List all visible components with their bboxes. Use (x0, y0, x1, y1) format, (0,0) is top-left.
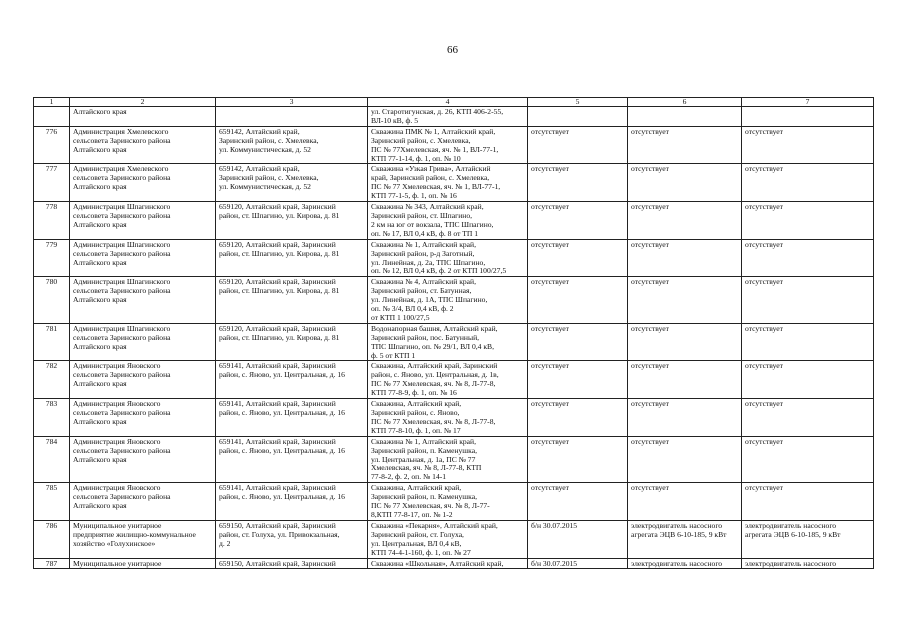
column-6-cell: отсутствует (628, 239, 742, 277)
object-cell: Скважина, Алтайский край, Заринский район, с. Яново, ул. Центральная, д. 1в, ПС № 77 Хмелевская, яч. № 8, Л-77-8, КТП 77-8-9, ф. 1, оп. № 16 (368, 361, 528, 399)
column-6-cell: отсутствует (628, 483, 742, 521)
column-5-cell: отсутствует (528, 202, 628, 240)
address-cell: 659120, Алтайский край, Заринский район, ст. Шпагино, ул. Кирова, д. 81 (216, 239, 368, 277)
address-cell: 659120, Алтайский край, Заринский район, ст. Шпагино, ул. Кирова, д. 81 (216, 277, 368, 324)
column-header: 6 (628, 98, 742, 107)
row-number-cell: 779 (34, 239, 70, 277)
object-cell: Скважина, Алтайский край, Заринский район, п. Каменушка, ПС № 77 Хмелевская, яч. № 8, Л-77- 8,КТП 77-8-17, оп. № 1-2 (368, 483, 528, 521)
column-5-cell: отсутствует (528, 436, 628, 483)
column-7-cell: отсутствует (742, 126, 874, 164)
column-5-cell: отсутствует (528, 483, 628, 521)
column-7-cell: отсутствует (742, 361, 874, 399)
object-cell: Скважина № 343, Алтайский край, Заринский район, ст. Шпагино, 2 км на юг от вокзала, ТПС Шпагино, оп. № 17, ВЛ 0,4 кВ, ф. 8 от ТП 1 (368, 202, 528, 240)
page-number: 66 (447, 44, 458, 56)
column-6-cell: отсутствует (628, 361, 742, 399)
column-7-cell: отсутствует (742, 436, 874, 483)
address-cell: 659141, Алтайский край, Заринский район, с. Яново, ул. Центральная, д. 16 (216, 436, 368, 483)
column-header: 4 (368, 98, 528, 107)
table-row (34, 361, 874, 399)
column-7-cell: отсутствует (742, 323, 874, 361)
registry-table (33, 97, 874, 569)
table-row (34, 323, 874, 361)
address-cell (216, 107, 368, 127)
table-row (34, 107, 874, 127)
row-number-cell: 776 (34, 126, 70, 164)
column-6-cell: отсутствует (628, 323, 742, 361)
column-7-cell (742, 107, 874, 127)
address-cell: 659141, Алтайский край, Заринский район, с. Яново, ул. Центральная, д. 16 (216, 483, 368, 521)
column-7-cell: отсутствует (742, 239, 874, 277)
object-cell: Скважина «Школьная», Алтайский край, (368, 558, 528, 569)
owner-cell: Алтайского края (70, 107, 216, 127)
column-5-cell: отсутствует (528, 164, 628, 202)
column-header: 2 (70, 98, 216, 107)
column-7-cell: электродвигатель насосного (742, 558, 874, 569)
column-7-cell: отсутствует (742, 399, 874, 437)
column-6-cell: отсутствует (628, 277, 742, 324)
column-5-cell: отсутствует (528, 323, 628, 361)
column-5-cell: отсутствует (528, 126, 628, 164)
row-number-cell: 777 (34, 164, 70, 202)
object-cell: Скважина, Алтайский край, Заринский район, с. Яново, ПС № 77 Хмелевская, яч. № 8, Л-77-8, КТП 77-8-10, ф. 1, оп. № 17 (368, 399, 528, 437)
table-row (34, 126, 874, 164)
address-cell: 659141, Алтайский край, Заринский район, с. Яново, ул. Центральная, д. 16 (216, 361, 368, 399)
column-6-cell: электродвигатель насосного (628, 558, 742, 569)
object-cell: Скважина ПМК № 1, Алтайский край, Заринский район, с. Хмелевка, ПС № 77Хмелевская, яч. № 1, ВЛ-77-1, КТП 77-1-14, ф. 1, оп. № 10 (368, 126, 528, 164)
row-number-cell: 778 (34, 202, 70, 240)
column-6-cell: отсутствует (628, 202, 742, 240)
column-6-cell: отсутствует (628, 164, 742, 202)
object-cell: Скважина «Пекарня», Алтайский край, Заринский район, ст. Голуха, ул. Центральная, ВЛ 0,4 кВ, КТП 74-4-1-160, ф. 1, оп. № 27 (368, 520, 528, 558)
address-cell: 659141, Алтайский край, Заринский район, с. Яново, ул. Центральная, д. 16 (216, 399, 368, 437)
column-header: 5 (528, 98, 628, 107)
object-cell: Водонапорная башня, Алтайский край, Заринский район, пос. Батунный, ТПС Шпагино, оп. № 29/1, ВЛ 0,4 кВ, ф. 5 от КТП 1 (368, 323, 528, 361)
owner-cell: Администрация Яновского сельсовета Заринского района Алтайского края (70, 361, 216, 399)
column-5-cell (528, 107, 628, 127)
row-number-cell: 787 (34, 558, 70, 569)
address-cell: 659120, Алтайский край, Заринский район, ст. Шпагино, ул. Кирова, д. 81 (216, 323, 368, 361)
owner-cell: Администрация Хмелевского сельсовета Заринского района Алтайского края (70, 164, 216, 202)
row-number-cell: 786 (34, 520, 70, 558)
column-7-cell: отсутствует (742, 202, 874, 240)
table-row (34, 399, 874, 437)
table-row (34, 436, 874, 483)
column-5-cell: отсутствует (528, 399, 628, 437)
column-6-cell: электродвигатель насосного агрегата ЭЦВ 6-10-185, 9 кВт (628, 520, 742, 558)
row-number-cell: 780 (34, 277, 70, 324)
column-header: 3 (216, 98, 368, 107)
table-row (34, 239, 874, 277)
column-6-cell (628, 107, 742, 127)
object-cell: Скважина «Узкая Грива», Алтайский край, Заринский район, с. Хмелевка, ПС № 77 Хмелевская, яч. № 1, ВЛ-77-1, КТП 77-1-5, ф. 1, оп. № 16 (368, 164, 528, 202)
column-5-cell: отсутствует (528, 277, 628, 324)
object-cell: ул. Старотигунская, д. 26, КТП 406-2-55, ВЛ-10 кВ, ф. 5 (368, 107, 528, 127)
owner-cell: Администрация Шпагинского сельсовета Заринского района Алтайского края (70, 277, 216, 324)
column-6-cell: отсутствует (628, 436, 742, 483)
address-cell: 659150, Алтайский край, Заринский район, ст. Голуха, ул. Привокзальная, д. 2 (216, 520, 368, 558)
row-number-cell: 784 (34, 436, 70, 483)
table-row (34, 520, 874, 558)
address-cell: 659142, Алтайский край, Заринский район, с. Хмелевка, ул. Коммунистическая, д. 52 (216, 164, 368, 202)
address-cell: 659142, Алтайский край, Заринский район, с. Хмелевка, ул. Коммунистическая, д. 52 (216, 126, 368, 164)
column-7-cell: отсутствует (742, 483, 874, 521)
table-row (34, 164, 874, 202)
object-cell: Скважина № 1, Алтайский край, Заринский район, п. Каменушка, ул. Центральная, д. 1а, ПС № 77 Хмелевская, яч. № 8, Л-77-8, КТП 77-8-2, ф. 2, оп. № 14-1 (368, 436, 528, 483)
owner-cell: Администрация Шпагинского сельсовета Заринского района Алтайского края (70, 323, 216, 361)
table-row (34, 202, 874, 240)
column-7-cell: отсутствует (742, 164, 874, 202)
row-number-cell: 783 (34, 399, 70, 437)
table-header-row (34, 98, 874, 107)
column-5-cell: отсутствует (528, 239, 628, 277)
address-cell: 659120, Алтайский край, Заринский район, ст. Шпагино, ул. Кирова, д. 81 (216, 202, 368, 240)
column-6-cell: отсутствует (628, 399, 742, 437)
owner-cell: Муниципальное унитарное (70, 558, 216, 569)
owner-cell: Администрация Хмелевского сельсовета Заринского района Алтайского края (70, 126, 216, 164)
object-cell: Скважина № 4, Алтайский край, Заринский район, ст. Батунная, ул. Линейная, д. 1А, ТПС Шпагино, оп. № 3/4, ВЛ 0,4 кВ, ф. 2 от КТП 1 100/27,5 (368, 277, 528, 324)
column-header: 7 (742, 98, 874, 107)
address-cell: 659150, Алтайский край, Заринский (216, 558, 368, 569)
table-row (34, 277, 874, 324)
table-row (34, 483, 874, 521)
column-6-cell: отсутствует (628, 126, 742, 164)
owner-cell: Администрация Шпагинского сельсовета Заринского района Алтайского края (70, 202, 216, 240)
row-number-cell: 785 (34, 483, 70, 521)
row-number-cell (34, 107, 70, 127)
owner-cell: Администрация Яновского сельсовета Заринского района Алтайского края (70, 436, 216, 483)
column-7-cell: отсутствует (742, 277, 874, 324)
table-row (34, 558, 874, 569)
row-number-cell: 781 (34, 323, 70, 361)
owner-cell: Администрация Яновского сельсовета Заринского района Алтайского края (70, 483, 216, 521)
column-5-cell: отсутствует (528, 361, 628, 399)
object-cell: Скважина № 1, Алтайский край, Заринский район, р-д Заготный, ул. Линейная, д. 2а, ТПС Шпагино, оп. № 12, ВЛ 0,4 кВ, ф. 2 от КТП 100/27,5 (368, 239, 528, 277)
column-header: 1 (34, 98, 70, 107)
row-number-cell: 782 (34, 361, 70, 399)
owner-cell: Администрация Шпагинского сельсовета Заринского района Алтайского края (70, 239, 216, 277)
column-5-cell: б/н 30.07.2015 (528, 558, 628, 569)
owner-cell: Администрация Яновского сельсовета Заринского района Алтайского края (70, 399, 216, 437)
owner-cell: Муниципальное унитарное предприятие жилищно-коммунальное хозяйство «Голухинское» (70, 520, 216, 558)
column-7-cell: электродвигатель насосного агрегата ЭЦВ 6-10-185, 9 кВт (742, 520, 874, 558)
column-5-cell: б/н 30.07.2015 (528, 520, 628, 558)
